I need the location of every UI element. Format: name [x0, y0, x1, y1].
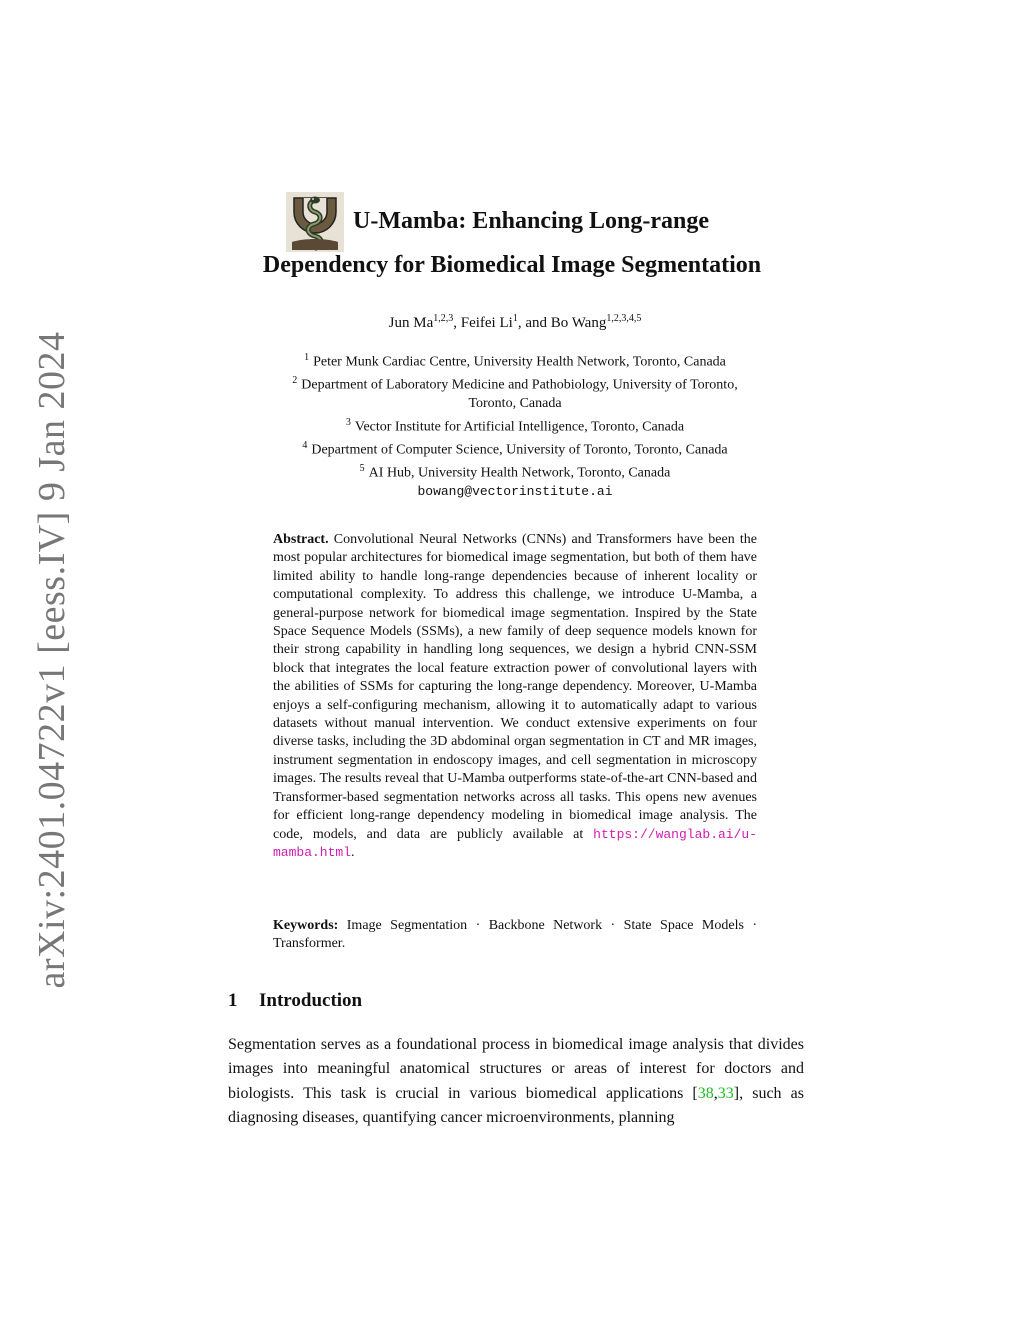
affiliation-line: $^4$ Department of Computer Science, University of Toronto, Toronto, Canada	[302, 439, 728, 458]
contact-email[interactable]: bowang@vectorinstitute.ai	[417, 483, 613, 499]
author-list: Jun Ma$^{1,2,3}$, Feifei Li$^1$, and Bo Wang$^{1,2,3,4,5}$	[388, 313, 642, 331]
affiliation-line: $^1$ Peter Munk Cardiac Centre, University Health Network, Toronto, Canada	[304, 352, 726, 370]
keywords	[273, 917, 757, 954]
introduction-paragraph: Segmentation serves as a foundational process in biomedical image analysis that divides images into meaningful anatomical structures or areas of interest for doctors and biologists. This task is crucial in various biomedical applications [38,33], such as diagnosing diseases, quantifying cancer microenvironments, planning	[228, 1036, 804, 1127]
affiliation-line: $^2$ Department of Laboratory Medicine and Pathobiology, University of Toronto,	[292, 375, 738, 393]
author-affiliation-marks: 1,2,3,4,5	[606, 313, 642, 324]
author-name: Jun Ma	[388, 315, 434, 331]
affiliations	[0, 349, 1024, 501]
affiliation-line: $^5$ AI Hub, University Health Network, Toronto, Canada	[359, 462, 671, 481]
arxiv-identifier: arXiv:2401.04722v1 [eess.IV] 9 Jan 2024	[31, 331, 73, 989]
title-line-1: U-Mamba: Enhancing Long-range	[353, 208, 710, 234]
keywords-text: Image Segmentation · Backbone Network · State Space Models · Transformer.	[273, 918, 757, 952]
author-affiliation-marks: 1,2,3	[433, 313, 454, 324]
affiliation-line: $^3$ Vector Institute for Artificial Intelligence, Toronto, Canada	[345, 416, 685, 435]
abstract: Abstract. Convolutional Neural Networks (CNNs) and Transformers have been the most popular architectures for biomedical image segmentation, but both of them have limited ability to handle long-range dependencies because of inherent locality or computational complexity. To address this challenge, we introduce U-Mamba, a general-purpose network for biomedical image segmentation. Inspired by the State Space Sequence Models (SSMs), a new family of deep sequence models known for their strong capability in handling long sequences, we design a hybrid CNN-SSM block that integrates the local feature extraction power of convolutional layers with the abilities of SSMs for capturing the long-range dependency. Moreover, U-Mamba enjoys a self-configuring mechanism, allowing it to automatically adapt to various datasets without manual intervention. We conduct extensive experiments on four diverse tasks, including the 3D abdominal organ segmentation in CT and MR images, instrument segmentation in endoscopy images, and cell segmentation in microscopy images. The results reveal that U-Mamba outperforms state-of-the-art CNN-based and Transformer-based segmentation networks across all tasks. This opens new avenues for efficient long-range dependency modeling in biomedical image analysis. The code, models, and data are publicly available at https://wanglab.ai/u-mamba.html.	[273, 532, 758, 860]
keywords-label: Keywords:	[273, 918, 339, 933]
u-mamba-snake-logo	[286, 192, 344, 252]
author-name: Bo Wang	[550, 315, 607, 331]
section-title: Introduction	[259, 990, 363, 1011]
code-url-link[interactable]: https://wanglab.ai/u-mamba.html	[273, 826, 757, 860]
abstract-label: Abstract.	[273, 532, 329, 547]
abstract-text: Convolutional Neural Networks (CNNs) and Transformers have been the most popular architectures for biomedical image segmentation, but both of them have limited ability to handle long-range dependencies because of inherent locality or computational complexity. To address this challenge, we introduce U-Mamba, a general-purpose network for biomedical image segmentation. Inspired by the State Space Sequence Models (SSMs), a new family of deep sequence models known for their strong capability in handling long sequences, we design a hybrid CNN-SSM block that integrates the local feature extraction power of convolutional layers with the abilities of SSMs for capturing the long-range dependency. Moreover, U-Mamba enjoys a self-configuring mechanism, allowing it to automatically adapt to various datasets without manual intervention. We conduct extensive experiments on four diverse tasks, including the 3D abdominal organ segmentation in CT and MR images, instrument segmentation in endoscopy images, and cell segmentation in microscopy images. The results reveal that U-Mamba outperforms state-of-the-art CNN-based and Transformer-based segmentation networks across all tasks. This opens new avenues for efficient long-range dependency modeling in biomedical image analysis. The code, models, and data are publicly available at	[273, 532, 758, 842]
author-name: Feifei Li	[460, 315, 513, 331]
citation-link[interactable]: 33	[717, 1084, 734, 1102]
author-affiliation-marks: 1	[512, 313, 518, 324]
affiliation-line: Toronto, Canada	[468, 396, 562, 412]
title-line-2: Dependency for Biomedical Image Segmentation	[262, 252, 762, 278]
citation-link[interactable]: 38	[697, 1084, 714, 1102]
section-number: 1	[228, 990, 238, 1011]
paper-title	[0, 192, 1024, 278]
section-heading-introduction	[228, 990, 362, 1012]
